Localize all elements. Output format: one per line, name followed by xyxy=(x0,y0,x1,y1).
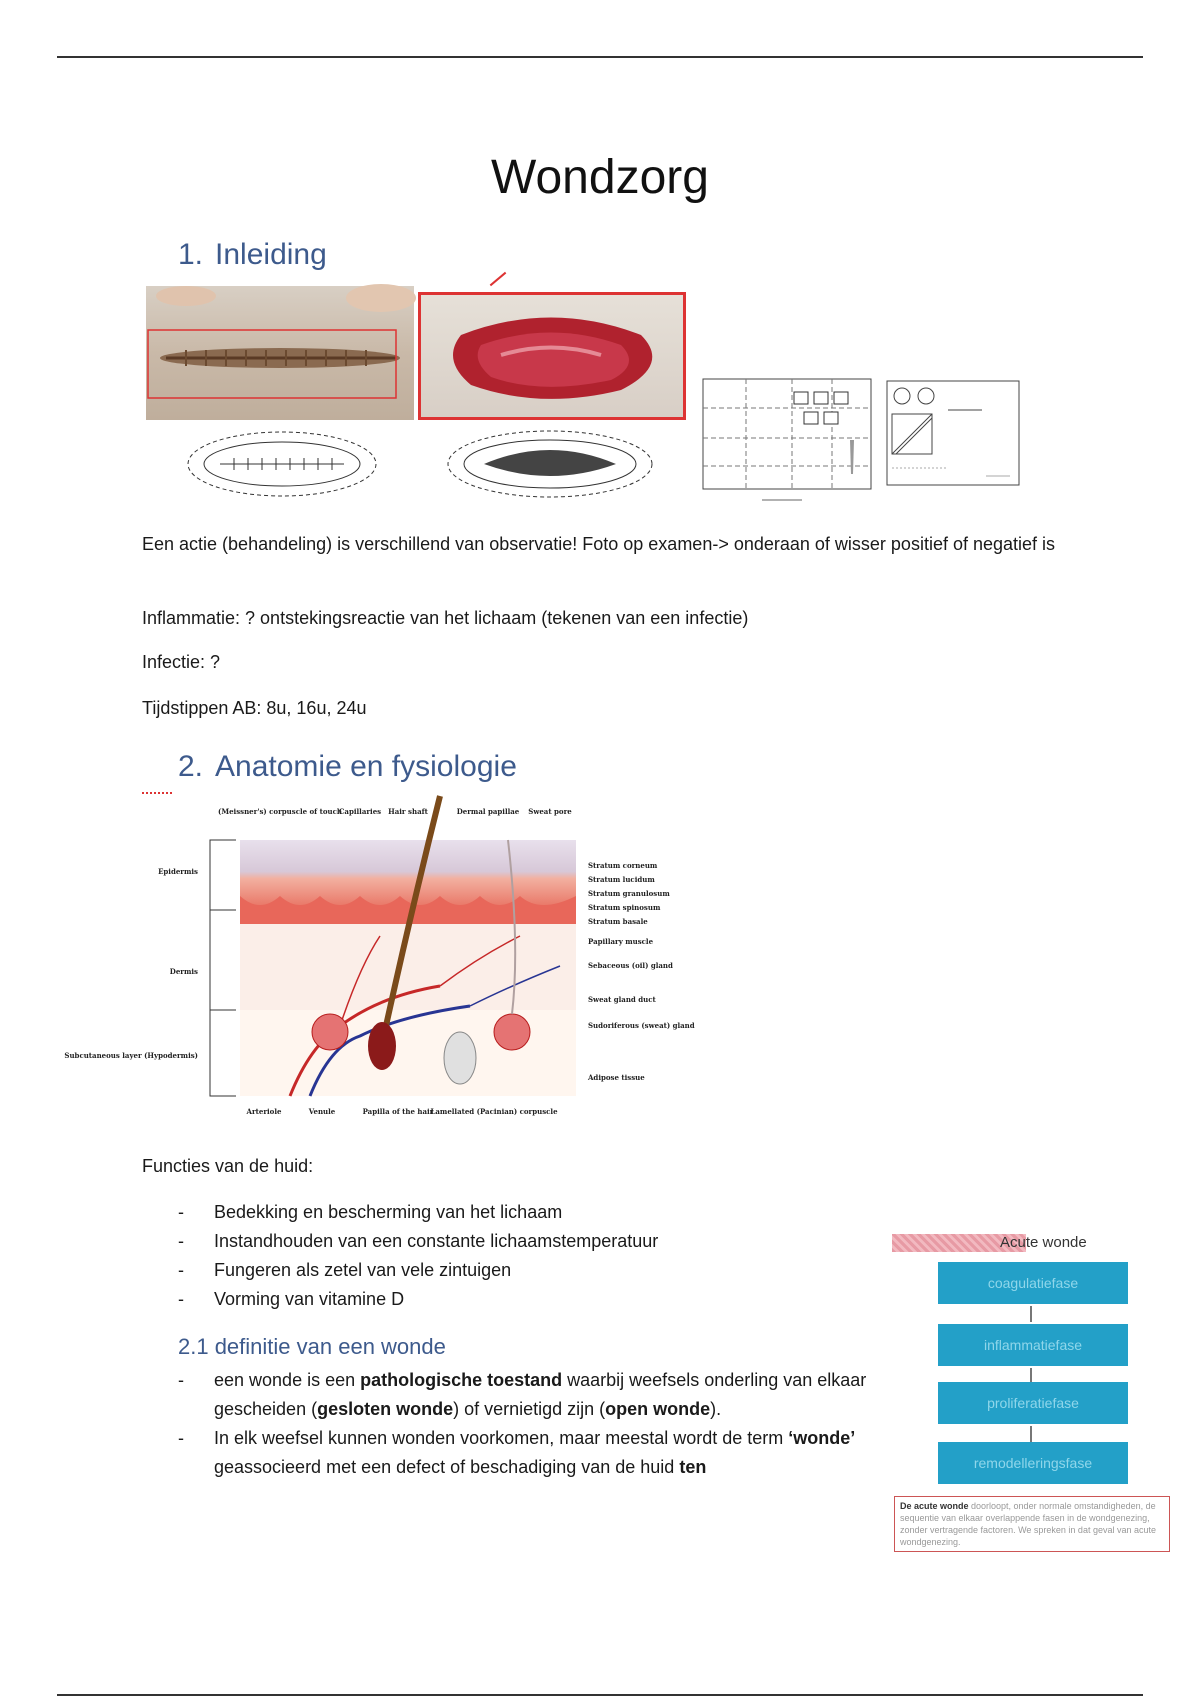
paragraph-inflammatie: Inflammatie: ? ontstekingsreactie van het lichaam (tekenen van een infectie) xyxy=(142,608,749,628)
closed-wound-schematic xyxy=(184,428,380,500)
definition-text: ) of vernietigd zijn ( xyxy=(453,1399,606,1419)
skin-diagram-label: Sweat pore xyxy=(528,807,572,816)
flowchart-arrow xyxy=(1030,1426,1032,1442)
section-2-number: 2. xyxy=(178,750,204,783)
definition-text: pathologische toestand xyxy=(360,1370,563,1390)
epidermis-layer xyxy=(240,840,576,910)
skin-diagram-label: Stratum spinosum xyxy=(588,903,661,912)
bottom-rule xyxy=(57,1694,1143,1696)
flowchart-note-text: doorloopt, onder normale omstandigheden, de sequentie van elkaar overlappende fasen in de wondgenezing, zonder vertragende factoren. We spreken in dat geval van acute wondgenezing. xyxy=(900,1501,1156,1547)
definition-text: open wonde xyxy=(605,1399,711,1419)
function-item xyxy=(178,1198,658,1227)
paragraph-infectie: Infectie: ? xyxy=(142,652,221,672)
function-item xyxy=(178,1285,658,1314)
list-dash: - xyxy=(178,1202,184,1222)
list-dash: - xyxy=(178,1428,184,1448)
flowchart-step: proliferatiefase xyxy=(938,1382,1128,1424)
skin-diagram-label: Subcutaneous layer (Hypodermis) xyxy=(64,1051,198,1060)
flowchart-title: Acute wonde xyxy=(1000,1234,1087,1251)
skin-diagram-label: Epidermis xyxy=(158,867,198,876)
skin-diagram-label: Sudoriferous (sweat) gland xyxy=(588,1021,695,1030)
skin-diagram-label: Stratum corneum xyxy=(588,861,658,870)
skin-diagram-label: Papillary muscle xyxy=(588,937,654,946)
flowchart-note xyxy=(894,1496,1170,1552)
flowchart-step: inflammatiefase xyxy=(938,1324,1128,1366)
section-1-heading xyxy=(178,238,327,272)
skin-diagram-label: Adipose tissue xyxy=(588,1073,645,1082)
definition-item xyxy=(178,1424,868,1482)
definition-text: ‘wonde’ xyxy=(788,1428,856,1448)
function-text: Bedekking en bescherming van het lichaam xyxy=(214,1202,563,1222)
list-dash: - xyxy=(178,1370,184,1390)
function-item xyxy=(178,1227,658,1256)
definition-list xyxy=(178,1366,868,1482)
definition-text: ). xyxy=(710,1399,722,1419)
photo-pointer-line xyxy=(490,272,507,286)
paragraph-action-observation: Een actie (behandeling) is verschillend van observatie! Foto op examen-> onderaan of wisser positief of negatief is xyxy=(142,534,1056,554)
skin-diagram-label: Lamellated (Pacinian) corpuscle xyxy=(430,1107,558,1116)
skin-diagram-label: Capillaries xyxy=(338,807,382,816)
sweat-gland xyxy=(312,1014,348,1050)
section-1-number: 1. xyxy=(178,238,204,271)
list-dash: - xyxy=(178,1260,184,1280)
skin-diagram-label: (Meissner's) corpuscle of touch xyxy=(218,807,342,816)
open-wound-illustration xyxy=(421,295,683,417)
functions-heading: Functies van de huid: xyxy=(142,1156,314,1176)
open-wound-schematic xyxy=(444,428,656,500)
skin-diagram-label: Stratum granulosum xyxy=(588,889,670,898)
sudoriferous-gland xyxy=(494,1014,530,1050)
flowchart-step: remodelleringsfase xyxy=(938,1442,1128,1484)
left-brackets xyxy=(210,840,236,1096)
pacinian-corpuscle xyxy=(444,1032,476,1084)
dressing-grid-schematic xyxy=(702,378,874,502)
function-item xyxy=(178,1256,658,1285)
closed-wound-photo xyxy=(146,286,414,420)
function-text: Fungeren als zetel van vele zintuigen xyxy=(214,1260,512,1280)
spellcheck-squiggle xyxy=(142,790,172,794)
paragraph-tijdstippen: Tijdstippen AB: 8u, 16u, 24u xyxy=(142,698,367,718)
flowchart-step: coagulatiefase xyxy=(938,1262,1128,1304)
list-dash: - xyxy=(178,1231,184,1251)
skin-diagram-label: Hair shaft xyxy=(388,807,428,816)
closed-wound-illustration xyxy=(146,286,414,420)
flowchart-arrow xyxy=(1030,1306,1032,1322)
skin-diagram-label: Papilla of the hair xyxy=(362,1107,434,1116)
definition-text: ten xyxy=(679,1457,707,1477)
section-1-title: Inleiding xyxy=(215,238,327,271)
section-2-title: Anatomie en fysiologie xyxy=(215,750,517,783)
skin-diagram-label: Venule xyxy=(308,1107,336,1116)
flowchart-note-bold: De acute wonde xyxy=(900,1501,969,1511)
definition-text: waarbij weefsels onderling van elkaar gescheiden ( xyxy=(214,1370,867,1419)
skin-diagram-label: Arteriole xyxy=(246,1107,282,1116)
function-text: Instandhouden van een constante lichaamstemperatuur xyxy=(214,1231,659,1251)
skin-diagram-label: Dermis xyxy=(169,967,198,976)
function-text: Vorming van vitamine D xyxy=(214,1289,405,1309)
list-dash: - xyxy=(178,1289,184,1309)
section-2-heading xyxy=(178,750,517,784)
page-title: Wondzorg xyxy=(491,151,709,204)
skin-diagram-label: Stratum lucidum xyxy=(588,875,655,884)
definition-text: geassocieerd met een defect of beschadiging van de huid xyxy=(214,1457,680,1477)
skin-diagram-label: Dermal papillae xyxy=(456,807,520,816)
skin-anatomy-diagram xyxy=(64,796,700,1136)
definition-text: gesloten wonde xyxy=(317,1399,454,1419)
dressing-detail-schematic xyxy=(886,380,1022,488)
skin-diagram-label: Stratum basale xyxy=(588,917,648,926)
hair-follicle xyxy=(368,1022,396,1070)
open-wound-photo xyxy=(418,292,686,420)
definition-text: In elk weefsel kunnen wonden voorkomen, maar meestal wordt de term xyxy=(214,1428,789,1448)
functions-list xyxy=(178,1198,658,1314)
skin-diagram-label: Sebaceous (oil) gland xyxy=(588,961,673,970)
definition-text: een wonde is een xyxy=(214,1370,361,1390)
top-rule xyxy=(57,56,1143,58)
definition-item xyxy=(178,1366,868,1424)
skin-diagram-label: Sweat gland duct xyxy=(588,995,656,1004)
section-2-1-heading: 2.1 definitie van een wonde xyxy=(178,1334,446,1359)
